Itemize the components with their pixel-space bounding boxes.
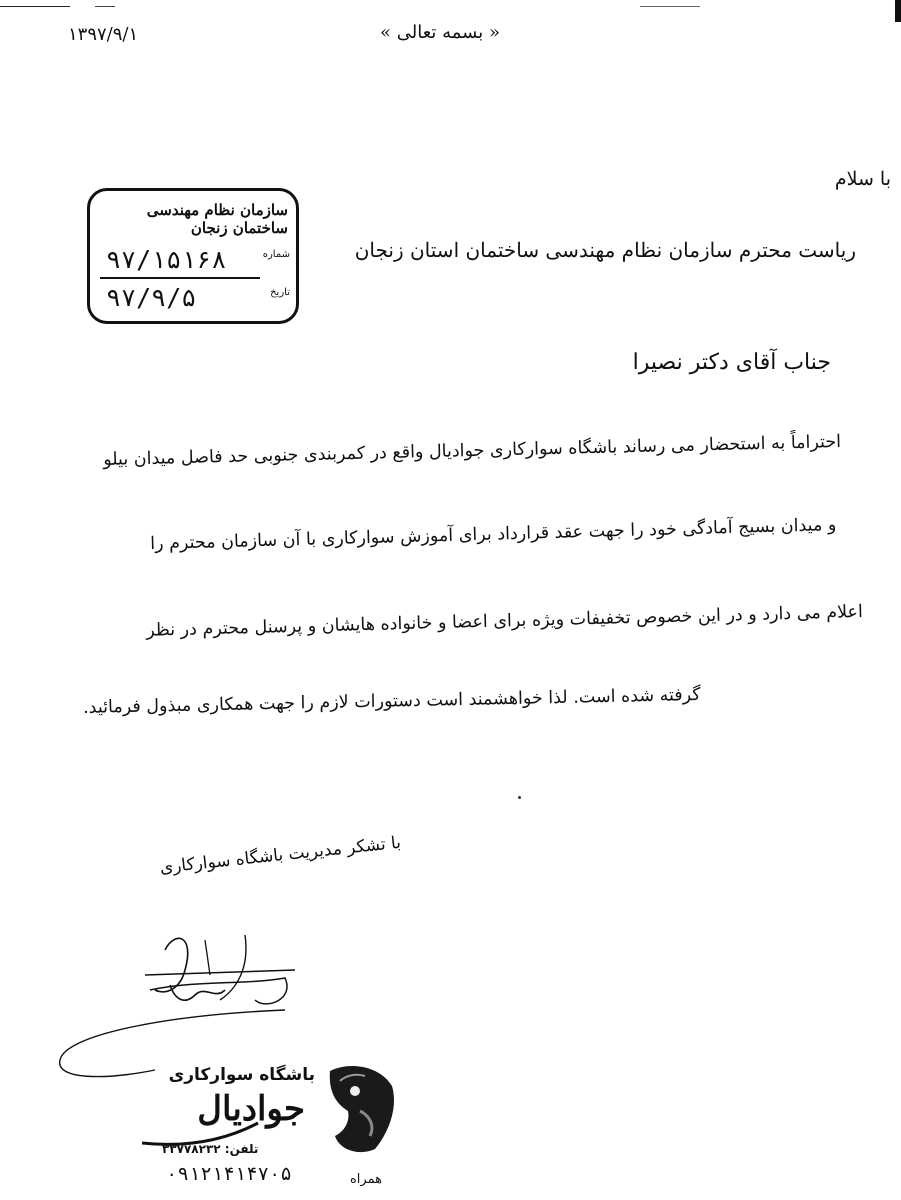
recipient-line: ریاست محترم سازمان نظام مهندسی ساختمان استان زنجان (354, 238, 856, 262)
scan-speck (518, 796, 521, 799)
scan-edge-line (640, 6, 700, 7)
club-seal (140, 1055, 400, 1200)
letter-date: ۱۳۹۷/۹/۱ (68, 24, 139, 45)
scan-corner-mark (895, 0, 901, 22)
body-line: و میدان بسیج آمادگی خود را جهت عقد قرارداد برای آموزش سوارکاری با آن سازمان محترم را (149, 515, 837, 555)
club-brand: جوادیال (197, 1089, 305, 1129)
receipt-stamp (87, 188, 299, 324)
stamp-date-value: ۹۷/۹/۵ (106, 283, 197, 312)
body-line: احتراماً به استحضار می رساند باشگاه سوارکاری جوادیال واقع در کمربندی جنوبی حد فاصل میدان بیلو (102, 432, 842, 471)
invocation: « بسمه تعالی » (380, 22, 500, 43)
club-name: باشگاه سوارکاری (168, 1065, 315, 1085)
stamp-number-label: شماره (262, 249, 290, 260)
body-line: اعلام می دارد و در این خصوص تخفیفات ویژه برای اعضا و خانواده هایشان و پرسنل محترم در نظر (146, 602, 864, 641)
club-phone: تلفن: ۳۳۷۷۸۲۳۲ (162, 1142, 259, 1156)
addressee-line: جناب آقای دکتر نصیرا (632, 350, 831, 375)
stamp-organization: سازمان نظام مهندسی ساختمان زنجان (146, 201, 288, 237)
horse-icon (320, 1061, 398, 1156)
scan-edge-line (0, 6, 70, 7)
stamp-number-value: ۹۷/۱۵۱۶۸ (106, 245, 227, 274)
salutation: با سلام (834, 168, 891, 190)
club-mobile: ۰۹۱۲۱۴۱۴۷۰۵ (166, 1163, 292, 1185)
club-mobile-label: همراه (350, 1172, 382, 1187)
closing-line: با تشکر مدیریت باشگاه سوارکاری (158, 832, 402, 878)
stamp-date-label: تاریخ (270, 287, 290, 298)
body-line: گرفته شده است. لذا خواهشمند است دستورات لازم را جهت همکاری مبذول فرمائید. (83, 685, 702, 718)
stamp-divider (100, 277, 260, 279)
scan-edge-line (95, 6, 115, 7)
